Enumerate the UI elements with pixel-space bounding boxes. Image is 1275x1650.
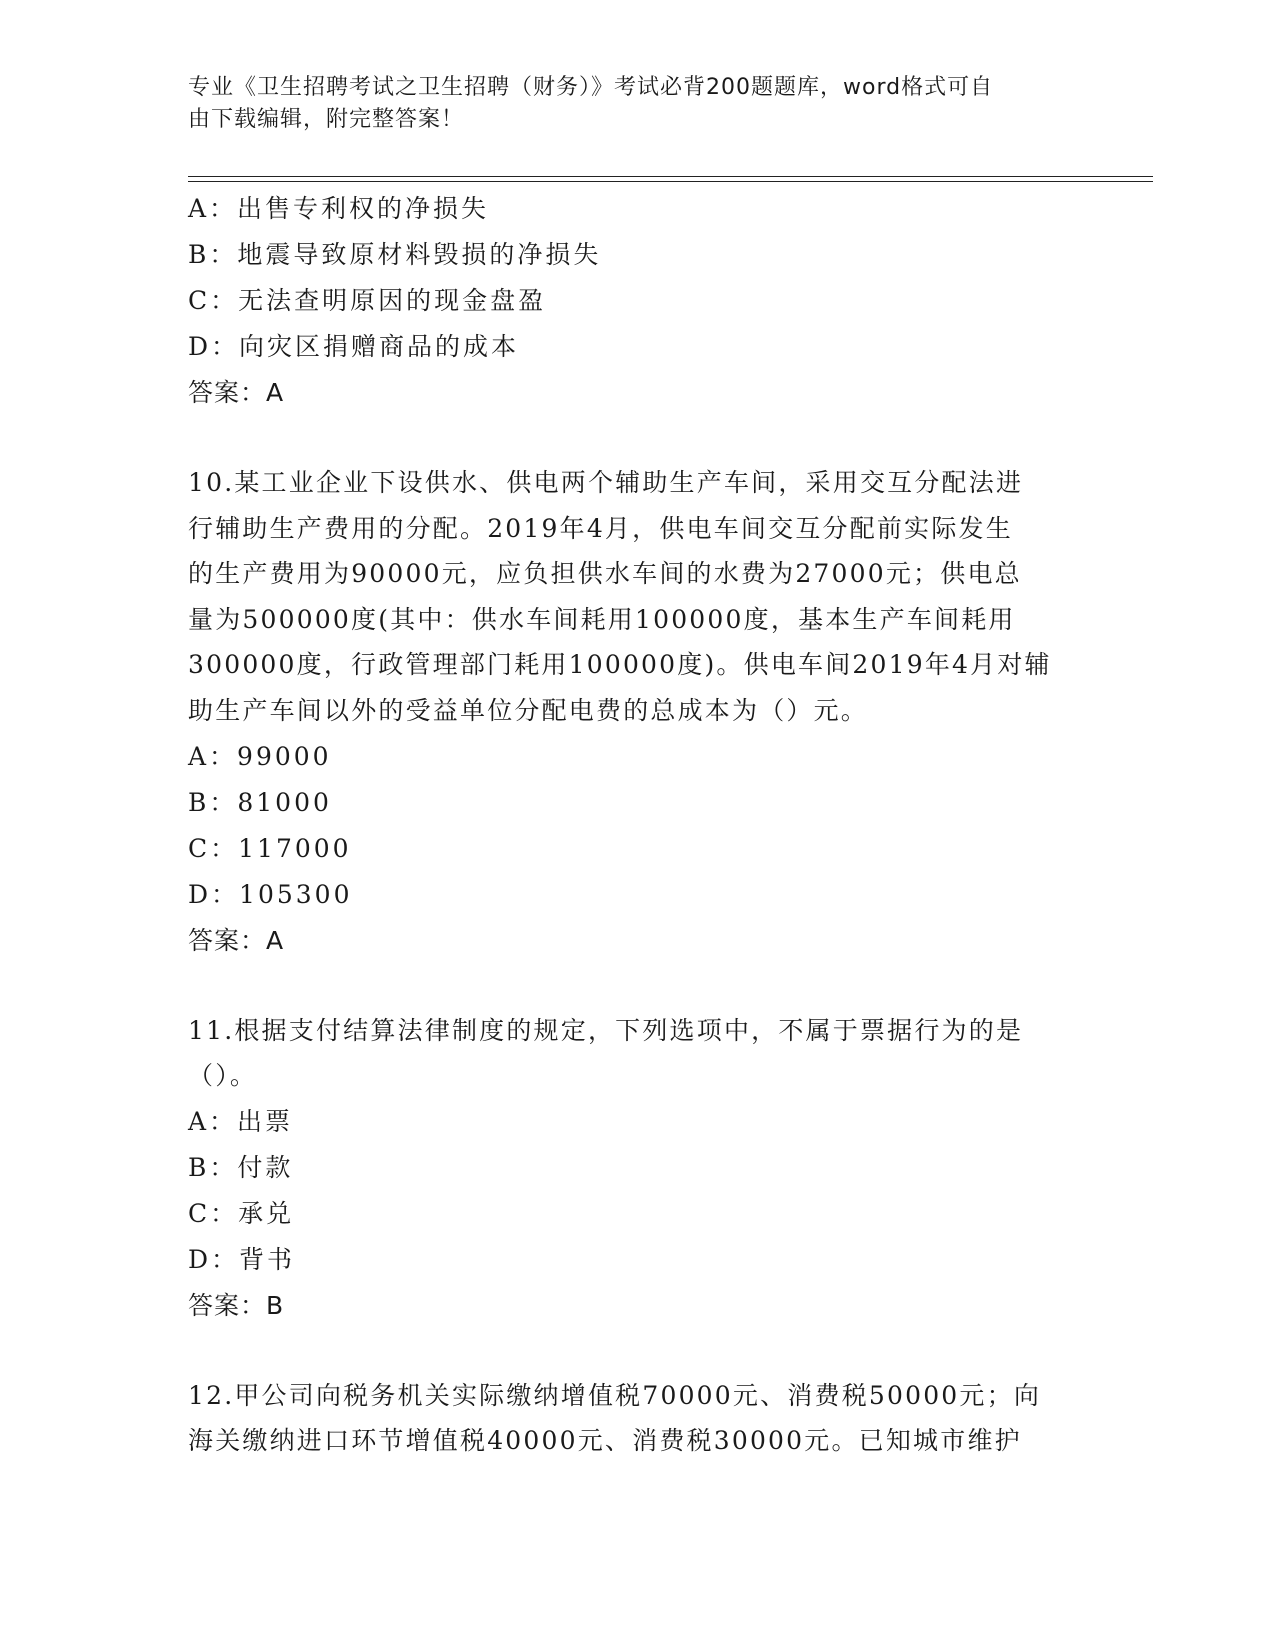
answer: 答案：A [188, 925, 285, 955]
option-b: B：地震导致原材料毁损的净损失 [188, 240, 602, 269]
question-stem-line: 行辅助生产费用的分配。2019年4月，供电车间交互分配前实际发生 [188, 513, 1013, 543]
question-stem-line: 11.根据支付结算法律制度的规定，下列选项中，不属于票据行为的是 [188, 1015, 1024, 1045]
option-d: D：向灾区捐赠商品的成本 [188, 332, 520, 361]
header-divider [188, 176, 1153, 182]
question-stem-line: 300000度，行政管理部门耗用100000度)。供电车间2019年4月对辅 [188, 650, 1052, 680]
question-list [188, 186, 1088, 1464]
question-stem [188, 1008, 1088, 1099]
option-c: C：无法查明原因的现金盘盈 [188, 286, 547, 315]
option-b: B：81000 [188, 787, 332, 817]
question-stem [188, 1373, 1088, 1464]
option-a: A：出售专利权的净损失 [188, 194, 490, 223]
question-stem-line: 的生产费用为90000元，应负担供水车间的水费为27000元；供电总 [188, 559, 1022, 589]
question-stem-line: 助生产车间以外的受益单位分配电费的总成本为（）元。 [188, 695, 869, 725]
option-a: A：99000 [188, 741, 332, 771]
header-title-line-1: 专业《卫生招聘考试之卫生招聘（财务）》考试必背200题题库，word格式可自 [188, 75, 994, 100]
question-stem-line: 海关缴纳进口环节增值税40000元、消费税30000元。已知城市维护 [188, 1426, 1022, 1456]
option-c: C：承兑 [188, 1198, 295, 1228]
header-title-line-2: 由下载编辑，附完整答案！ [188, 107, 465, 132]
answer: 答案：A [188, 378, 285, 407]
question-stem [188, 460, 1088, 734]
option-a: A：出票 [188, 1106, 294, 1136]
option-d: D：105300 [188, 879, 353, 909]
divider-line-top [188, 176, 1153, 177]
question-11 [188, 1008, 1088, 1329]
question-stem-line: 量为500000度(其中：供水车间耗用100000度，基本生产车间耗用 [188, 604, 1016, 634]
question-9-tail [188, 186, 1088, 416]
answer: 答案：B [188, 1290, 285, 1320]
question-stem-line: 12.甲公司向税务机关实际缴纳增值税70000元、消费税50000元；向 [188, 1380, 1042, 1410]
question-12 [188, 1373, 1088, 1464]
option-b: B：付款 [188, 1152, 294, 1182]
question-stem-line: 10.某工业企业下设供水、供电两个辅助生产车间，采用交互分配法进 [188, 468, 1024, 497]
question-stem-line: （）。 [188, 1061, 258, 1091]
question-10 [188, 460, 1088, 964]
option-d: D：背书 [188, 1244, 296, 1274]
document-header [188, 72, 1148, 136]
divider-line-bottom [188, 181, 1153, 182]
option-c: C：117000 [188, 833, 352, 863]
header-title [188, 72, 1068, 136]
